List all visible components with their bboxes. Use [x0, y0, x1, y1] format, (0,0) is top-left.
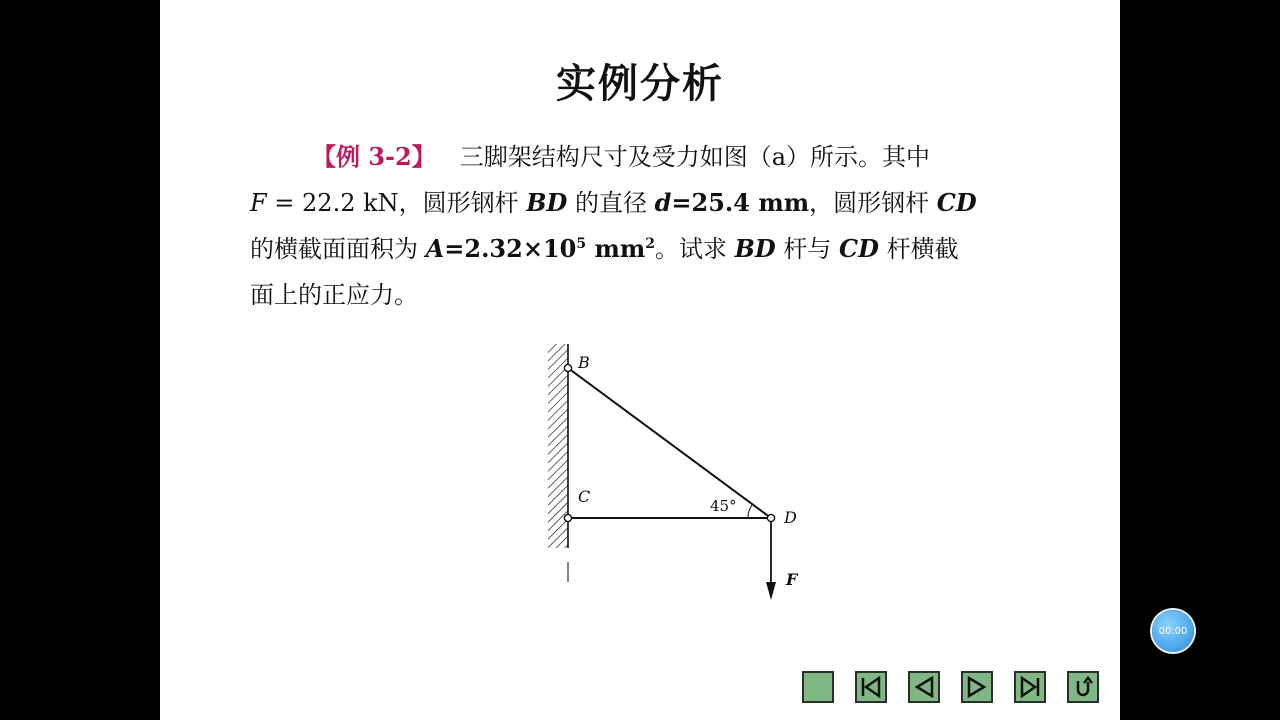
- problem-line-2: [250, 180, 1010, 226]
- example-tag: 【例 3-2】: [312, 142, 436, 171]
- next-slide-button[interactable]: [961, 671, 993, 703]
- problem-line-1-text: 三脚架结构尺寸及受力如图（a）所示。其中: [459, 143, 931, 171]
- last-slide-icon: [1016, 673, 1044, 701]
- problem-line-4-text: 面上的正应力。: [250, 281, 418, 309]
- rod-cd-label: CD: [839, 234, 879, 263]
- problem-line-1: [250, 134, 1010, 180]
- first-slide-button[interactable]: [855, 671, 887, 703]
- rod-bd-label: BD: [526, 188, 568, 217]
- joint-c: [564, 514, 571, 521]
- problem-text-fragment: 。试求: [655, 235, 735, 263]
- truss-figure: [530, 336, 820, 606]
- problem-text-fragment: 的直径: [567, 189, 655, 217]
- last-slide-button[interactable]: [1014, 671, 1046, 703]
- problem-line-3: [250, 226, 1010, 272]
- slide: [160, 0, 1120, 720]
- rod-bd: [568, 368, 771, 518]
- label-d: D: [784, 508, 797, 527]
- angle-arc: [748, 504, 753, 518]
- problem-text-fragment: ，圆形钢杆: [809, 189, 937, 217]
- area-variable: A: [425, 234, 445, 263]
- previous-slide-icon: [910, 673, 938, 701]
- return-button[interactable]: [1067, 671, 1099, 703]
- area-value: =2.32×10: [444, 234, 577, 263]
- problem-line-4: [250, 272, 1010, 318]
- joint-d: [767, 514, 774, 521]
- force-value: = 22.2 kN，圆形钢杆: [266, 189, 527, 217]
- problem-text-fragment: 杆横截: [878, 235, 959, 263]
- label-b: B: [578, 353, 590, 372]
- first-slide-icon: [857, 673, 885, 701]
- problem-text: [250, 134, 1010, 318]
- force-variable: F: [250, 189, 267, 217]
- next-slide-icon: [963, 673, 991, 701]
- diameter-value: =25.4 mm: [671, 188, 810, 217]
- home-square-icon: [804, 673, 832, 701]
- home-button[interactable]: [802, 671, 834, 703]
- wall-support: [548, 344, 568, 582]
- area-unit-exponent: 2: [645, 236, 655, 252]
- slide-title: 实例分析: [556, 61, 724, 107]
- joint-b: [564, 364, 571, 371]
- rod-bd-label: BD: [734, 234, 776, 263]
- angle-label: 45°: [710, 497, 737, 515]
- previous-slide-button[interactable]: [908, 671, 940, 703]
- return-icon: [1069, 673, 1097, 701]
- force-label: F: [786, 570, 798, 589]
- area-exponent: 5: [576, 236, 587, 252]
- timer-badge[interactable]: 00:00: [1152, 610, 1194, 652]
- rod-cd-label: CD: [936, 188, 977, 217]
- force-arrow-icon: [766, 582, 776, 600]
- area-unit: mm: [586, 234, 646, 263]
- label-c: C: [578, 487, 591, 506]
- problem-text-fragment: 杆与: [775, 235, 840, 263]
- problem-text-fragment: 的横截面面积为: [250, 235, 426, 263]
- diameter-variable: d: [654, 188, 672, 217]
